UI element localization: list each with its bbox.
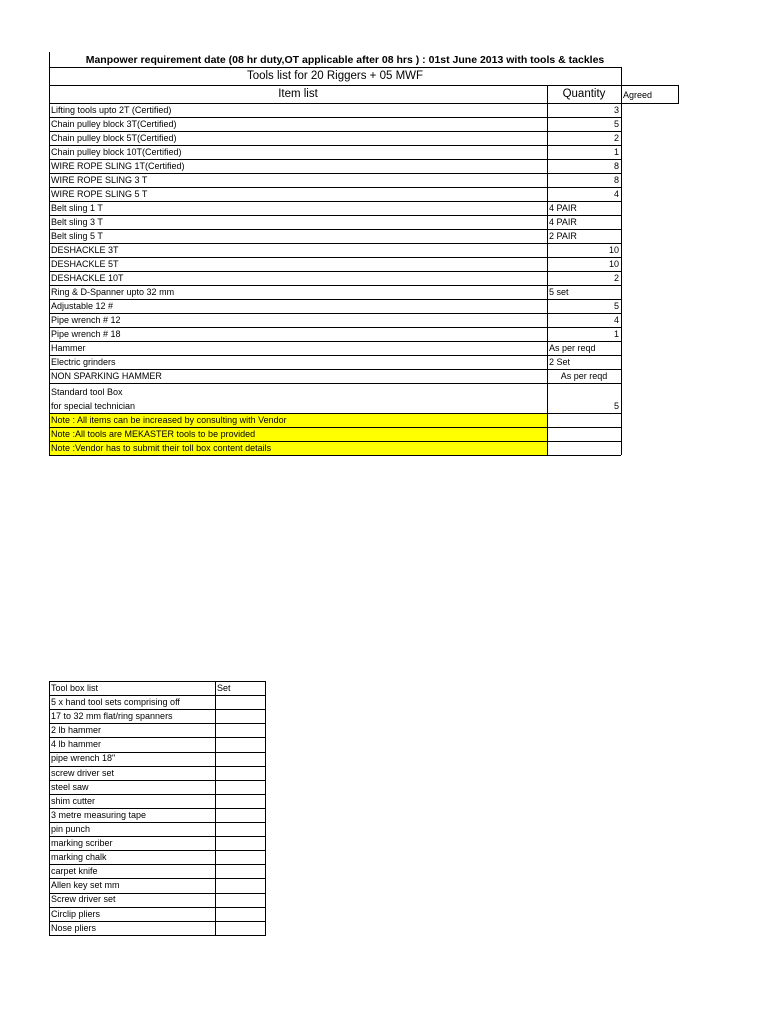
quantity-cell: 2	[613, 133, 619, 143]
grid-line	[49, 681, 50, 935]
grid-line	[49, 822, 266, 823]
grid-line	[49, 836, 266, 837]
grid-line	[49, 201, 621, 202]
grid-line	[621, 67, 622, 455]
quantity-cell: 4 PAIR	[549, 217, 577, 227]
quantity-cell: 1	[613, 147, 619, 157]
tall-row-line1: Standard tool Box	[51, 387, 123, 397]
note-cell: Note :All tools are MEKASTER tools to be provided	[49, 427, 547, 441]
grid-line	[49, 681, 266, 682]
grid-line	[49, 215, 621, 216]
item-cell: Belt sling 5 T	[51, 231, 103, 241]
tall-row-line2: for special technician	[51, 401, 136, 411]
grid-line	[49, 85, 679, 86]
item-cell: DESHACKLE 3T	[51, 245, 119, 255]
item-list-header: Item list	[278, 88, 318, 100]
quantity-cell: 5	[613, 119, 619, 129]
manpower-heading: Manpower requirement date (08 hr duty,OT applicable after 08 hrs ) : 01st June 2013 with tools & tackles	[85, 54, 605, 66]
note-cell: Note :Vendor has to submit their toll box content details	[49, 441, 547, 455]
quantity-cell: 1	[613, 329, 619, 339]
grid-line	[49, 341, 621, 342]
quantity-cell: 4	[613, 315, 619, 325]
quantity-cell: 2 Set	[549, 357, 571, 367]
item-cell: WIRE ROPE SLING 5 T	[51, 189, 148, 199]
toolbox-set-header: Set	[217, 683, 231, 693]
item-cell: Hammer	[51, 343, 86, 353]
quantity-cell: 2	[613, 273, 619, 283]
toolbox-item: Nose pliers	[51, 922, 97, 933]
tools-subheading: Tools list for 20 Riggers + 05 MWF	[246, 70, 424, 82]
quantity-cell: 8	[613, 175, 619, 185]
toolbox-item: 5 x hand tool sets comprising off	[51, 697, 180, 707]
quantity-cell: As per reqd	[549, 343, 596, 353]
grid-line	[49, 935, 266, 936]
grid-line	[49, 441, 621, 442]
grid-line	[49, 117, 621, 118]
quantity-cell: 2 PAIR	[549, 231, 577, 241]
grid-line	[49, 383, 621, 384]
grid-line	[49, 243, 621, 244]
item-cell: Chain pulley block 3T(Certified)	[51, 119, 177, 129]
item-cell: WIRE ROPE SLING 1T(Certified)	[51, 161, 185, 171]
toolbox-item: 4 lb hammer	[51, 739, 102, 750]
grid-line	[49, 850, 266, 851]
grid-line	[49, 864, 266, 865]
grid-line	[49, 299, 621, 300]
toolbox-item: 3 metre measuring tape	[51, 809, 147, 820]
grid-line	[49, 159, 621, 160]
toolbox-item: Screw driver set	[51, 894, 116, 905]
toolbox-item: 17 to 32 mm flat/ring spanners	[51, 711, 173, 722]
toolbox-list-header: Tool box list	[51, 683, 99, 693]
grid-line	[49, 794, 266, 795]
grid-line	[49, 257, 621, 258]
grid-line	[49, 327, 621, 328]
item-cell: Pipe wrench # 18	[51, 329, 121, 339]
quantity-cell: 10	[608, 259, 619, 269]
toolbox-item: Allen key set mm	[51, 880, 120, 891]
item-cell: DESHACKLE 5T	[51, 259, 119, 269]
item-cell: DESHACKLE 10T	[51, 273, 124, 283]
quantity-cell: 10	[608, 245, 619, 255]
agreed-header: Agreed	[623, 90, 653, 100]
grid-line	[49, 737, 266, 738]
quantity-cell: 5	[613, 301, 619, 311]
grid-line	[49, 878, 266, 879]
item-cell: Ring & D-Spanner upto 32 mm	[51, 287, 175, 297]
grid-line	[49, 808, 266, 809]
item-cell: Chain pulley block 10T(Certified)	[51, 147, 182, 157]
grid-line	[49, 369, 621, 370]
toolbox-item: pipe wrench 18"	[51, 753, 116, 764]
note-cell: Note : All items can be increased by consulting with Vendor	[49, 413, 547, 427]
grid-line	[49, 427, 621, 428]
item-cell: Belt sling 1 T	[51, 203, 103, 213]
grid-line	[49, 52, 50, 455]
grid-line	[49, 173, 621, 174]
quantity-header: Quantity	[562, 88, 606, 100]
grid-line	[49, 313, 621, 314]
item-cell: Chain pulley block 5T(Certified)	[51, 133, 177, 143]
toolbox-item: screw driver set	[51, 767, 115, 778]
item-cell: WIRE ROPE SLING 3 T	[51, 175, 148, 185]
grid-line	[678, 85, 679, 104]
toolbox-item: pin punch	[51, 823, 91, 834]
grid-line	[49, 907, 266, 908]
grid-line	[49, 766, 266, 767]
grid-line	[49, 921, 266, 922]
grid-line	[49, 103, 679, 104]
item-cell: NON SPARKING HAMMER	[51, 371, 162, 381]
quantity-cell: 4	[613, 189, 619, 199]
grid-line	[49, 131, 621, 132]
grid-line	[49, 413, 621, 414]
item-cell: Pipe wrench # 12	[51, 315, 121, 325]
grid-line	[49, 695, 266, 696]
grid-line	[49, 893, 266, 894]
grid-line	[49, 145, 621, 146]
quantity-cell: 5 set	[549, 287, 569, 297]
toolbox-item: marking chalk	[51, 852, 107, 863]
grid-line	[49, 187, 621, 188]
quantity-cell: 8	[613, 161, 619, 171]
toolbox-item: carpet knife	[51, 866, 98, 877]
grid-line	[547, 85, 548, 455]
toolbox-item: marking scriber	[51, 838, 113, 848]
quantity-cell: 3	[613, 105, 619, 115]
quantity-cell: 4 PAIR	[549, 203, 577, 213]
grid-line	[49, 709, 266, 710]
item-cell: Adjustable 12 #	[51, 301, 114, 311]
toolbox-item: Circlip pliers	[51, 908, 101, 919]
grid-line	[49, 752, 266, 753]
grid-line	[49, 780, 266, 781]
item-cell: Belt sling 3 T	[51, 217, 103, 227]
grid-line	[265, 681, 266, 935]
tall-row-qty: 5	[613, 401, 619, 411]
grid-line	[49, 271, 621, 272]
toolbox-item: steel saw	[51, 781, 89, 792]
quantity-cell: As per reqd	[560, 371, 608, 381]
grid-line	[49, 285, 621, 286]
grid-line	[49, 355, 621, 356]
item-cell: Electric grinders	[51, 357, 116, 367]
grid-line	[49, 67, 621, 68]
toolbox-item: 2 lb hammer	[51, 725, 102, 736]
grid-line	[49, 455, 621, 456]
grid-line	[215, 681, 216, 935]
item-cell: Lifting tools upto 2T (Certified)	[51, 105, 172, 115]
grid-line	[49, 723, 266, 724]
grid-line	[49, 229, 621, 230]
toolbox-item: shim cutter	[51, 795, 96, 806]
